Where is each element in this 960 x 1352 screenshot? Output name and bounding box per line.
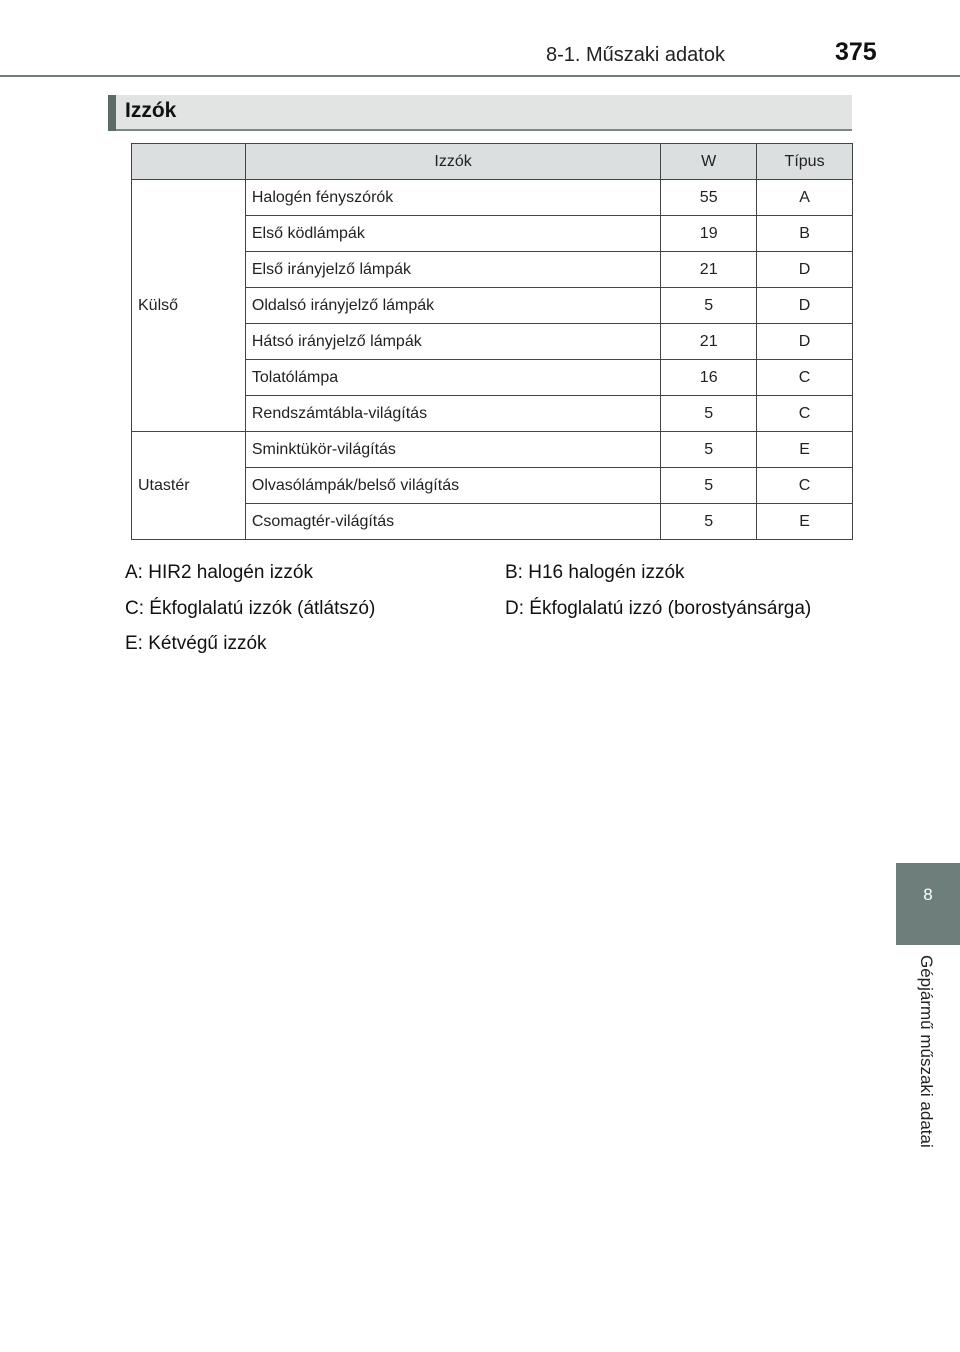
bulb-name-cell: Halogén fényszórók bbox=[245, 180, 660, 216]
bulb-name-cell: Rendszámtábla-világítás bbox=[245, 396, 660, 432]
section-bar bbox=[108, 95, 852, 131]
group-label: Külső bbox=[132, 180, 246, 432]
watt-cell: 5 bbox=[661, 432, 757, 468]
watt-cell: 19 bbox=[661, 216, 757, 252]
type-cell: D bbox=[757, 288, 853, 324]
watt-cell: 21 bbox=[661, 324, 757, 360]
section-accent bbox=[108, 95, 116, 131]
page-number: 375 bbox=[835, 38, 877, 66]
type-cell: A bbox=[757, 180, 853, 216]
watt-cell: 16 bbox=[661, 360, 757, 396]
type-cell: C bbox=[757, 360, 853, 396]
table-row bbox=[132, 432, 853, 468]
table-header-bulb: Izzók bbox=[245, 144, 660, 180]
legend-c: C: Ékfoglalatú izzók (átlátszó) bbox=[125, 598, 376, 619]
table-header-group bbox=[132, 144, 246, 180]
header-rule bbox=[0, 75, 960, 77]
chapter-number: 8 bbox=[923, 885, 933, 904]
table-header-watt: W bbox=[661, 144, 757, 180]
type-cell: D bbox=[757, 252, 853, 288]
watt-cell: 5 bbox=[661, 468, 757, 504]
type-cell: B bbox=[757, 216, 853, 252]
chapter-label: Gépjármű műszaki adatai bbox=[917, 955, 936, 1148]
watt-cell: 5 bbox=[661, 504, 757, 540]
type-cell: E bbox=[757, 432, 853, 468]
bulb-name-cell: Tolatólámpa bbox=[245, 360, 660, 396]
bulb-name-cell: Első irányjelző lámpák bbox=[245, 252, 660, 288]
watt-cell: 5 bbox=[661, 288, 757, 324]
section-title: Izzók bbox=[125, 99, 177, 122]
type-cell: C bbox=[757, 468, 853, 504]
table-row bbox=[132, 180, 853, 216]
type-cell: D bbox=[757, 324, 853, 360]
bulb-name-cell: Csomagtér-világítás bbox=[245, 504, 660, 540]
table-body bbox=[132, 180, 853, 540]
watt-cell: 21 bbox=[661, 252, 757, 288]
legend-a: A: HIR2 halogén izzók bbox=[125, 562, 313, 583]
table-header-type: Típus bbox=[757, 144, 853, 180]
group-label: Utastér bbox=[132, 432, 246, 540]
header-section-title: 8-1. Műszaki adatok bbox=[546, 44, 725, 66]
bulb-name-cell: Első ködlámpák bbox=[245, 216, 660, 252]
bulb-name-cell: Olvasólámpák/belső világítás bbox=[245, 468, 660, 504]
bulb-name-cell: Sminktükör-világítás bbox=[245, 432, 660, 468]
type-cell: C bbox=[757, 396, 853, 432]
legend-b: B: H16 halogén izzók bbox=[505, 562, 685, 583]
bulbs-table bbox=[131, 143, 853, 540]
legend-d: D: Ékfoglalatú izzó (borostyánsárga) bbox=[505, 598, 812, 619]
legend-e: E: Kétvégű izzók bbox=[125, 633, 267, 654]
watt-cell: 5 bbox=[661, 396, 757, 432]
table-header-row bbox=[132, 144, 853, 180]
bulb-name-cell: Hátsó irányjelző lámpák bbox=[245, 324, 660, 360]
chapter-tab[interactable] bbox=[896, 863, 960, 945]
bulb-name-cell: Oldalsó irányjelző lámpák bbox=[245, 288, 660, 324]
type-cell: E bbox=[757, 504, 853, 540]
watt-cell: 55 bbox=[661, 180, 757, 216]
